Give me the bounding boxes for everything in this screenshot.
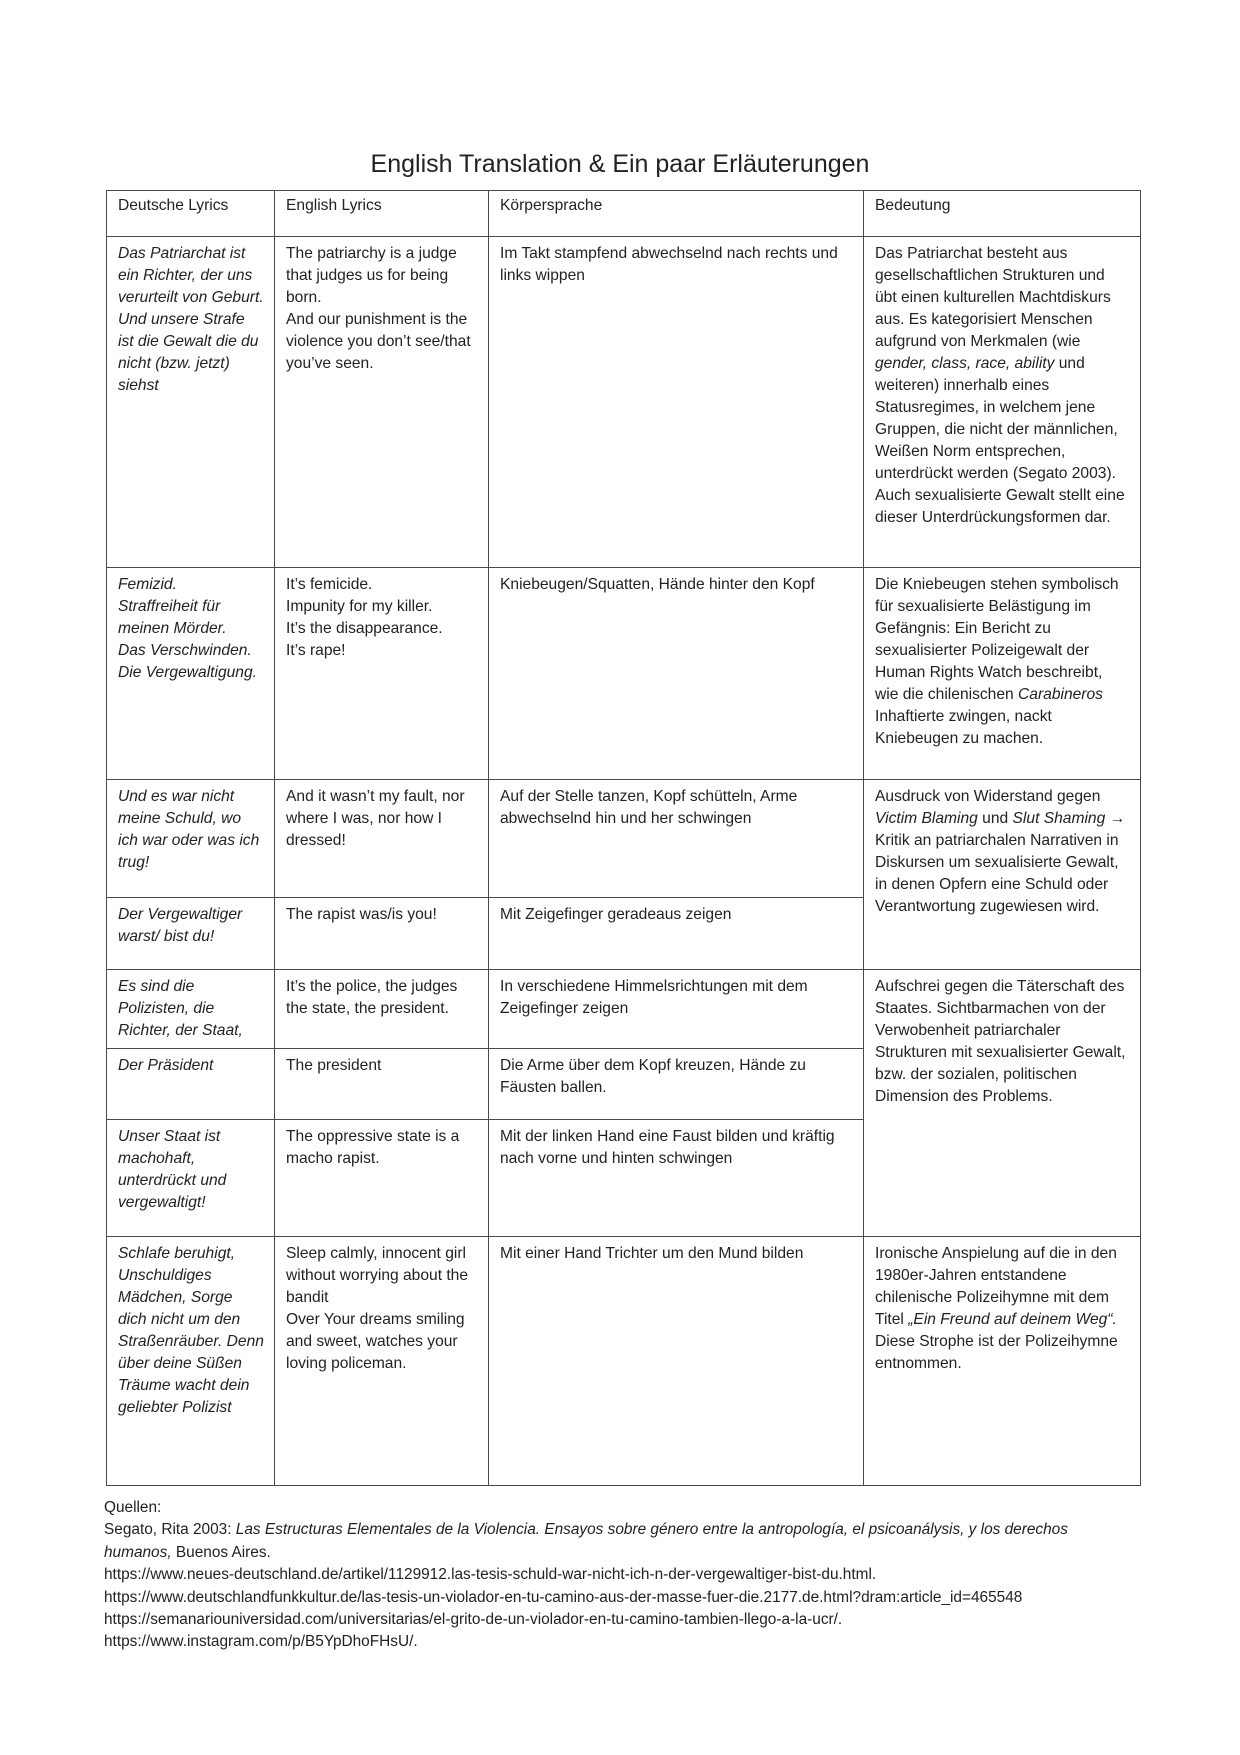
german-lyrics-cell: Der Vergewaltiger warst/ bist du! — [107, 898, 275, 970]
citation-title: Las Estructuras Elementales de la Violencia. Ensayos sobre género entre la antropología, el psicoanálysis, y los derechos humanos, — [104, 1521, 1068, 1561]
table-row — [107, 970, 1141, 1049]
german-lyrics-cell: Der Präsident — [107, 1049, 275, 1120]
english-lyrics-cell — [275, 1237, 489, 1486]
meaning-text: Kritik an patriarchalen Narrativen in Diskursen um sexualisierte Gewalt, in denen Opfern eine Schuld oder Verantwortung zugewiesen wird. — [875, 832, 1119, 915]
body-language-cell: Im Takt stampfend abwechselnd nach rechts und links wippen — [489, 237, 864, 568]
english-lyrics-cell — [275, 568, 489, 780]
body-language-cell: Mit einer Hand Trichter um den Mund bilden — [489, 1237, 864, 1486]
english-lyrics-cell: The rapist was/is you! — [275, 898, 489, 970]
meaning-emphasis: gender, class, race, ability — [875, 355, 1055, 372]
column-header-english-lyrics: English Lyrics — [275, 191, 489, 237]
sources-heading: Quellen: — [104, 1499, 162, 1516]
meaning-text: Diese Strophe ist der Polizeihymne entnommen. — [875, 1333, 1118, 1372]
english-line: It’s rape! — [286, 642, 346, 659]
meaning-text: Die Kniebeugen stehen symbolisch für sexualisierte Belästigung im Gefängnis: Ein Bericht zu sexualisierter Polizeigewalt der Human Rights Watch beschreibt, wie die chilenischen — [875, 576, 1119, 703]
german-line: Femizid. — [118, 576, 177, 593]
body-language-cell: Auf der Stelle tanzen, Kopf schütteln, Arme abwechselnd hin und her schwingen — [489, 780, 864, 898]
meaning-emphasis: Victim Blaming — [875, 810, 978, 827]
german-lyrics-cell: Das Patriarchat ist ein Richter, der uns verurteilt von Geburt. Und unsere Strafe ist die Gewalt die du nicht (bzw. jetzt) siehst — [107, 237, 275, 568]
german-line: Straffreiheit für meinen Mörder. — [118, 598, 227, 637]
citation-place: Buenos Aires. — [171, 1543, 271, 1561]
column-header-koerpersprache: Körpersprache — [489, 191, 864, 237]
english-line: Impunity for my killer. — [286, 598, 433, 615]
source-link[interactable]: https://www.neues-deutschland.de/artikel/1129912.las-tesis-schuld-war-nicht-ich-n-der-vergewaltiger-bist-du.html. — [104, 1566, 877, 1584]
english-lyrics-cell: The president — [275, 1049, 489, 1120]
english-line: It’s the disappearance. — [286, 620, 443, 637]
english-lyrics-cell: It’s the police, the judges the state, the president. — [275, 970, 489, 1049]
source-link[interactable]: https://www.deutschlandfunkkultur.de/las-tesis-un-violador-en-tu-camino-aus-der-masse-fuer-die.2177.de.html?dram:article_id=465548 — [104, 1588, 1023, 1606]
page-title: English Translation & Ein paar Erläuterungen — [370, 150, 870, 178]
body-language-cell: Mit Zeigefinger geradeaus zeigen — [489, 898, 864, 970]
table-row — [107, 1237, 1141, 1486]
english-line: Sleep calmly, innocent girl without worrying about the bandit — [286, 1245, 469, 1306]
table-row — [107, 780, 1141, 898]
meaning-text: Inhaftierte zwingen, nackt Kniebeugen zu machen. — [875, 708, 1052, 747]
body-language-cell: Die Arme über dem Kopf kreuzen, Hände zu Fäusten ballen. — [489, 1049, 864, 1120]
source-link[interactable]: https://www.instagram.com/p/B5YpDhoFHsU/. — [104, 1633, 418, 1651]
english-line: Over Your dreams smiling and sweet, watches your loving policeman. — [286, 1311, 465, 1372]
sources-section — [104, 1497, 1204, 1654]
meaning-emphasis: Slut Shaming — [1012, 810, 1106, 827]
meaning-emphasis: „Ein Freund auf deinem Weg“. — [908, 1311, 1117, 1328]
table-header-row — [107, 191, 1141, 237]
table-row — [107, 568, 1141, 780]
english-line: And our punishment is the violence you don’t see/that you’ve seen. — [286, 311, 471, 372]
column-header-bedeutung: Bedeutung — [864, 191, 1141, 237]
meaning-cell: Aufschrei gegen die Täterschaft des Staates. Sichtbarmachen von der Verwobenheit patriarchaler Strukturen mit sexualisierter Gewalt, bzw. der sozialen, politischen Dimension des Problems. — [864, 970, 1141, 1237]
english-line: It’s femicide. — [286, 576, 373, 593]
meaning-text: Ironische Anspielung auf die in den 1980er-Jahren entstandene chilenische Polizeihymne mit dem Titel — [875, 1245, 1117, 1328]
meaning-text: Das Patriarchat besteht aus gesellschaftlichen Strukturen und übt einen kulturellen Machtdiskurs aus. Es kategorisiert Menschen aufgrund von Merkmalen (wie — [875, 245, 1111, 350]
body-language-cell: Mit der linken Hand eine Faust bilden und kräftig nach vorne und hinten schwingen — [489, 1120, 864, 1237]
german-line: Die Vergewaltigung. — [118, 664, 257, 681]
meaning-text: und weiteren) innerhalb eines Statusregimes, in welchem jene Gruppen, die nicht der männlichen, Weißen Norm entsprechen, unterdrückt werden (Segato 2003). Auch sexualisierte Gewalt stellt eine dieser Unterdrückungsformen dar. — [875, 355, 1125, 526]
english-lyrics-cell: The oppressive state is a macho rapist. — [275, 1120, 489, 1237]
source-citation — [104, 1519, 1094, 1564]
table-row — [107, 237, 1141, 568]
english-line: The patriarchy is a judge that judges us for being born. — [286, 245, 457, 306]
meaning-text: und — [977, 810, 1013, 827]
meaning-cell — [864, 780, 1141, 970]
lyrics-table — [106, 190, 1141, 1486]
meaning-emphasis: Carabineros — [1018, 686, 1103, 703]
german-lyrics-cell: Es sind die Polizisten, die Richter, der Staat, — [107, 970, 275, 1049]
meaning-cell — [864, 1237, 1141, 1486]
citation-author: Segato, Rita 2003: — [104, 1521, 236, 1539]
meaning-cell — [864, 568, 1141, 780]
body-language-cell: In verschiedene Himmelsrichtungen mit dem Zeigefinger zeigen — [489, 970, 864, 1049]
german-lyrics-cell: Unser Staat ist machohaft, unterdrückt und vergewaltigt! — [107, 1120, 275, 1237]
meaning-text: Ausdruck von Widerstand gegen — [875, 788, 1101, 805]
german-lyrics-cell: Schlafe beruhigt, Unschuldiges Mädchen, Sorge dich nicht um den Straßenräuber. Denn über deine Süßen Träume wacht dein geliebter Polizist — [107, 1237, 275, 1486]
body-language-cell: Kniebeugen/Squatten, Hände hinter den Kopf — [489, 568, 864, 780]
meaning-cell — [864, 237, 1141, 568]
german-lyrics-cell: Und es war nicht meine Schuld, wo ich war oder was ich trug! — [107, 780, 275, 898]
english-lyrics-cell — [275, 237, 489, 568]
english-lyrics-cell: And it wasn’t my fault, nor where I was, nor how I dressed! — [275, 780, 489, 898]
german-lyrics-cell — [107, 568, 275, 780]
arrow-right-icon: → — [1109, 810, 1126, 827]
column-header-deutsche-lyrics: Deutsche Lyrics — [107, 191, 275, 237]
german-line: Das Verschwinden. — [118, 642, 252, 659]
source-link[interactable]: https://semanariouniversidad.com/universitarias/el-grito-de-un-violador-en-tu-camino-tambien-llego-a-la-ucr/. — [104, 1611, 843, 1629]
